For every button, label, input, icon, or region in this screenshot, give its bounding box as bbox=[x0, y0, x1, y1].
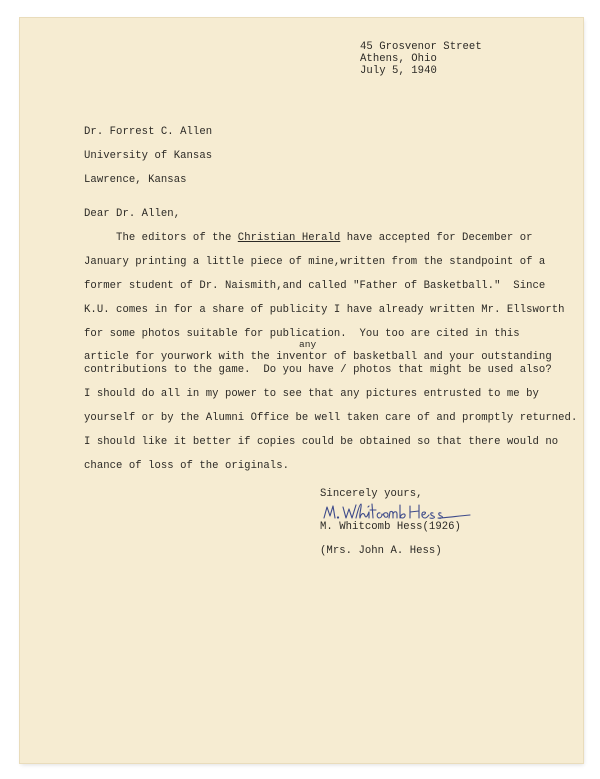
married-name: (Mrs. John A. Hess) bbox=[320, 545, 442, 557]
handwritten-insertion: any bbox=[299, 339, 317, 350]
body-line: contributions to the game. Do you have / photos that might be used also? bbox=[84, 364, 552, 376]
body-line bbox=[84, 232, 533, 244]
body-line: article for yourwork with the inventor of basketball and your outstanding bbox=[84, 351, 552, 363]
body-line: for some photos suitable for publication. You too are cited in this bbox=[84, 328, 520, 340]
body-line: yourself or by the Alumni Office be well taken care of and promptly returned. bbox=[84, 412, 578, 424]
body-line: January printing a little piece of mine,written from the standpoint of a bbox=[84, 256, 546, 268]
closing: Sincerely yours, bbox=[320, 488, 423, 500]
publication-title: Christian Herald bbox=[237, 232, 341, 244]
letter-date: July 5, 1940 bbox=[360, 65, 437, 77]
body-line: former student of Dr. Naismith,and called "Father of Basketball." Since bbox=[84, 280, 546, 292]
salutation: Dear Dr. Allen, bbox=[84, 208, 181, 220]
body-line-text: have accepted for December or bbox=[340, 232, 533, 244]
sender-city: Athens, Ohio bbox=[360, 53, 437, 65]
body-line-text: The editors of the bbox=[84, 232, 238, 244]
sender-street: 45 Grosvenor Street bbox=[360, 41, 482, 53]
typed-signature: M. Whitcomb Hess(1926) bbox=[320, 521, 461, 533]
body-line: I should like it better if copies could be obtained so that there would no bbox=[84, 436, 559, 448]
body-line: I should do all in my power to see that any pictures entrusted to me by bbox=[84, 388, 539, 400]
recipient-institution: University of Kansas bbox=[84, 150, 213, 162]
body-line: chance of loss of the originals. bbox=[84, 460, 290, 472]
recipient-name: Dr. Forrest C. Allen bbox=[84, 126, 213, 138]
recipient-location: Lawrence, Kansas bbox=[84, 174, 187, 186]
body-line: K.U. comes in for a share of publicity I have already written Mr. Ellsworth bbox=[84, 304, 565, 316]
